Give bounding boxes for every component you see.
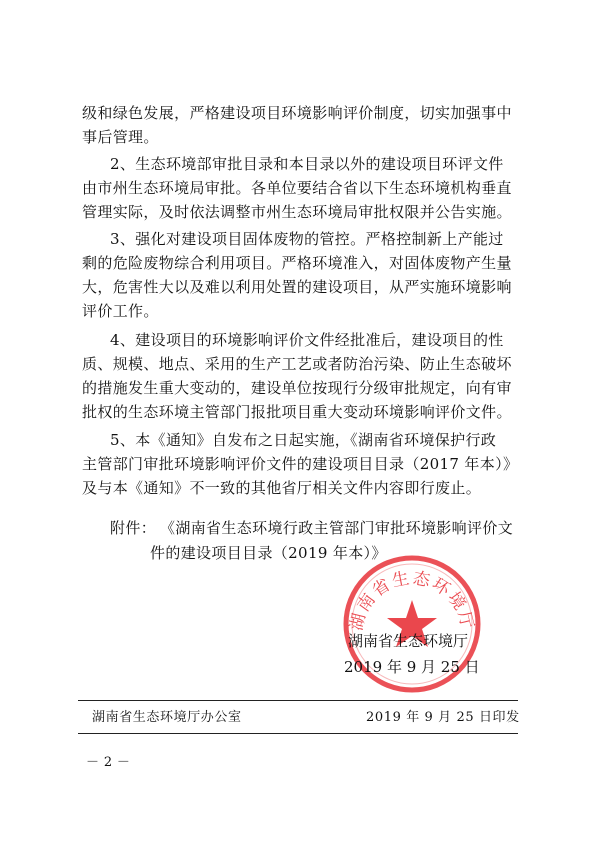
seal-text: 湖南省生态环境厅 <box>346 568 478 633</box>
attachment-title-line2: 件的建设项目目录（2019 年本）》 <box>150 544 387 562</box>
footer-rule-top <box>78 700 518 701</box>
body-line: 管理实际，及时依法调整市州生态环境局审批权限并公告实施。 <box>82 203 512 221</box>
body-line: 5、本《通知》自发布之日起实施，《湖南省环境保护行政 <box>110 431 497 449</box>
body-line: 事后管理。 <box>82 128 159 146</box>
body-line: 及与本《通知》不一致的其他省厅相关文件内容即行废止。 <box>82 479 482 497</box>
body-line: 评价工作。 <box>82 302 159 320</box>
body-line: 批权的生态环境主管部门报批项目重大变动环境影响评价文件。 <box>82 403 512 421</box>
body-line: 2、生态环境部审批目录和本目录以外的建设项目环评文件 <box>110 155 504 173</box>
page-number: － 2 － <box>86 755 131 770</box>
attachment-title-line1: 《湖南省生态环境行政主管部门审批环境影响评价文 <box>160 519 514 537</box>
body-line: 4、建设项目的环境影响评价文件经批准后，建设项目的性 <box>110 331 504 349</box>
footer-issuer: 湖南省生态环境厅办公室 <box>92 710 242 725</box>
body-line: 剩的危险废物综合利用项目。严格环境准入，对固体废物产生量 <box>82 254 512 272</box>
signature-org: 湖南省生态环境厅 <box>348 632 469 650</box>
attachment-label: 附件： <box>110 519 157 537</box>
footer-rule-bottom <box>78 733 518 734</box>
body-line: 主管部门审批环境影响评价文件的建设项目目录（2017 年本）》 <box>82 455 519 473</box>
signature-date: 2019 年 9 月 25 日 <box>344 658 480 676</box>
footer-issue-date: 2019 年 9 月 25 日印发 <box>366 710 520 725</box>
body-line: 的措施发生重大变动的，建设单位按现行分级审批规定，向有审 <box>82 379 512 397</box>
body-line: 由市州生态环境局审批。各单位要结合省以下生态环境机构垂直 <box>82 179 512 197</box>
body-line: 大，危害性大以及难以利用处置的建设项目，从严实施环境影响 <box>82 278 512 296</box>
body-line: 3、强化对建设项目固体废物的管控。严格控制新上产能过 <box>110 230 504 248</box>
body-line: 质、规模、地点、采用的生产工艺或者防治污染、防止生态破坏 <box>82 355 512 373</box>
body-line: 级和绿色发展，严格建设项目环境影响评价制度，切实加强事中 <box>82 104 512 122</box>
